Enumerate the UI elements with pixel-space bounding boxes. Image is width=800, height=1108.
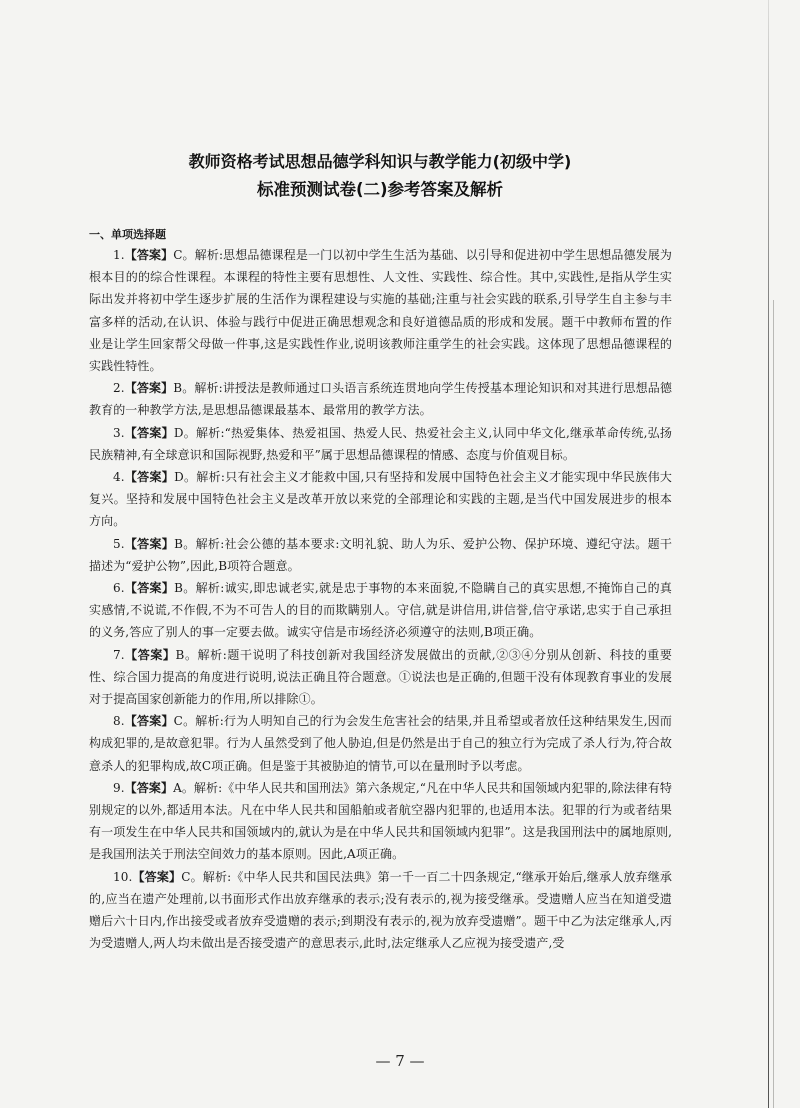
answer-item-3 bbox=[89, 422, 672, 466]
answer-text: A。解析:《中华人民共和国刑法》第六条规定,“凡在中华人民共和国领域内犯罪的,除法律有特别规定的以外,都适用本法。凡在中华人民共和国船舶或者航空器内犯罪的,也适用本法。犯罪的行为或者结果有一项发生在中华人民共和国领域内的,就认为是在中华人民共和国领域内犯罪”。这是我国刑法中的属地原则,是我国刑法关于刑法空间效力的基本原则。因此,A项正确。 bbox=[89, 780, 672, 862]
scan-border-line bbox=[768, 0, 769, 1108]
answer-item-7 bbox=[89, 644, 672, 711]
answer-tag: 【答案】 bbox=[124, 470, 175, 485]
answer-tag: 【答案】 bbox=[124, 647, 176, 662]
answer-text: B。解析:讲授法是教师通过口头语言系统连贯地向学生传授基本理论知识和对其进行思想品德教育的一种教学方法,是思想品德课最基本、最常用的教学方法。 bbox=[89, 381, 672, 418]
answer-number: 5. bbox=[113, 536, 125, 551]
answer-tag: 【答案】 bbox=[124, 581, 175, 596]
answer-tag: 【答案】 bbox=[124, 714, 174, 729]
answer-text: B。解析:题干说明了科技创新对我国经济发展做出的贡献,②③④分别从创新、科技的重要性、综合国力提高的角度进行说明,说法正确且符合题意。①说法也是正确的,但题干没有体现教育事业的发展对于提高国家创新能力的作用,所以排除①。 bbox=[89, 647, 673, 707]
answer-number: 6. bbox=[113, 581, 125, 596]
answer-number: 4. bbox=[113, 470, 125, 485]
answer-item-6 bbox=[89, 577, 672, 644]
answer-number: 1. bbox=[113, 248, 125, 262]
answer-tag: 【答案】 bbox=[132, 869, 182, 884]
answer-item-1 bbox=[89, 244, 672, 377]
answer-list bbox=[89, 244, 672, 955]
answer-item-2 bbox=[89, 377, 672, 421]
scan-border-line-secondary bbox=[773, 300, 774, 1108]
answer-tag: 【答案】 bbox=[124, 248, 174, 262]
answer-number: 10. bbox=[113, 869, 133, 884]
answer-item-4 bbox=[89, 466, 672, 533]
document-title-line1: 教师资格考试思想品德学科知识与教学能力(初级中学) bbox=[188, 152, 572, 171]
answer-text: C。解析:《中华人民共和国民法典》第一千一百二十四条规定,“继承开始后,继承人放弃继承的,应当在遗产处理前,以书面形式作出放弃继承的表示;没有表示的,视为接受继承。受遗赠人应当在知道受遗赠后六十日内,作出接受或者放弃受遗赠的表示;到期没有表示的,视为放弃受遗赠”。题干中乙为法定继承人,丙为受遗赠人,两人均未做出是否接受遗产的意思表示,此时,法定继承人乙应视为接受遗产,受 bbox=[89, 869, 672, 951]
answer-number: 3. bbox=[113, 425, 125, 440]
answer-text: B。解析:社会公德的基本要求:文明礼貌、助人为乐、爱护公物、保护环境、遵纪守法。题干描述为“爱护公物”,因此,B项符合题意。 bbox=[89, 536, 672, 573]
answer-item-5 bbox=[89, 533, 672, 577]
answer-tag: 【答案】 bbox=[124, 425, 174, 440]
section-heading: 一、单项选择题 bbox=[89, 228, 166, 241]
answer-text: B。解析:诚实,即忠诚老实,就是忠于事物的本来面貌,不隐瞒自己的真实思想,不掩饰自己的真实感情,不说谎,不作假,不为不可告人的目的而欺瞒别人。守信,就是讲信用,讲信誉,信守承诺,忠实于自己承担的义务,答应了别人的事一定要去做。诚实守信是市场经济必须遵守的法则,B项正确。 bbox=[89, 581, 672, 640]
answer-tag: 【答案】 bbox=[124, 536, 175, 551]
answer-number: 8. bbox=[113, 714, 125, 729]
document-title-line2: 标准预测试卷(二)参考答案及解析 bbox=[256, 180, 504, 199]
answer-tag: 【答案】 bbox=[124, 780, 174, 795]
answer-item-8 bbox=[89, 710, 672, 777]
answer-number: 7. bbox=[113, 647, 125, 662]
answer-item-9 bbox=[89, 777, 672, 866]
answer-text: D。解析:只有社会主义才能救中国,只有坚持和发展中国特色社会主义才能实现中华民族伟大复兴。坚持和发展中国特色社会主义是改革开放以来党的全部理论和实践的主题,是当代中国发展进步的根本方向。 bbox=[89, 470, 672, 529]
answer-text: C。解析:思想品德课程是一门以初中学生生活为基础、以引导和促进初中学生思想品德发展为根本目的的综合性课程。本课程的特性主要有思想性、人文性、实践性、综合性。其中,实践性,是指从学生实际出发并将初中学生逐步扩展的生活作为课程建设与实施的基础;注重与社会实践的联系,引导学生自主参与丰富多样的活动,在认识、体验与践行中促进正确思想观念和良好道德品质的形成和发展。题干中教师布置的作业是让学生回家帮父母做一件事,这是实践性作业,说明该教师注重学生的社会实践。这体现了思想品德课程的实践性特性。 bbox=[89, 248, 672, 374]
answer-number: 2. bbox=[113, 381, 125, 396]
answer-number: 9. bbox=[113, 780, 125, 795]
answer-item-10 bbox=[89, 866, 672, 955]
answer-tag: 【答案】 bbox=[124, 381, 174, 396]
answer-text: C。解析:行为人明知自己的行为会发生危害社会的结果,并且希望或者放任这种结果发生,因而构成犯罪的,是故意犯罪。行为人虽然受到了他人胁迫,但是仍然是出于自己的独立行为完成了杀人行为,符合故意杀人的犯罪构成,故C项正确。但是鉴于其被胁迫的情节,可以在量刑时予以考虑。 bbox=[89, 714, 672, 773]
answer-text: D。解析:“热爱集体、热爱祖国、热爱人民、热爱社会主义,认同中华文化,继承革命传统,弘扬民族精神,有全球意识和国际视野,热爱和平”属于思想品德课程的情感、态度与价值观目标。 bbox=[89, 425, 672, 462]
page-number: — 7 — bbox=[375, 1052, 425, 1070]
